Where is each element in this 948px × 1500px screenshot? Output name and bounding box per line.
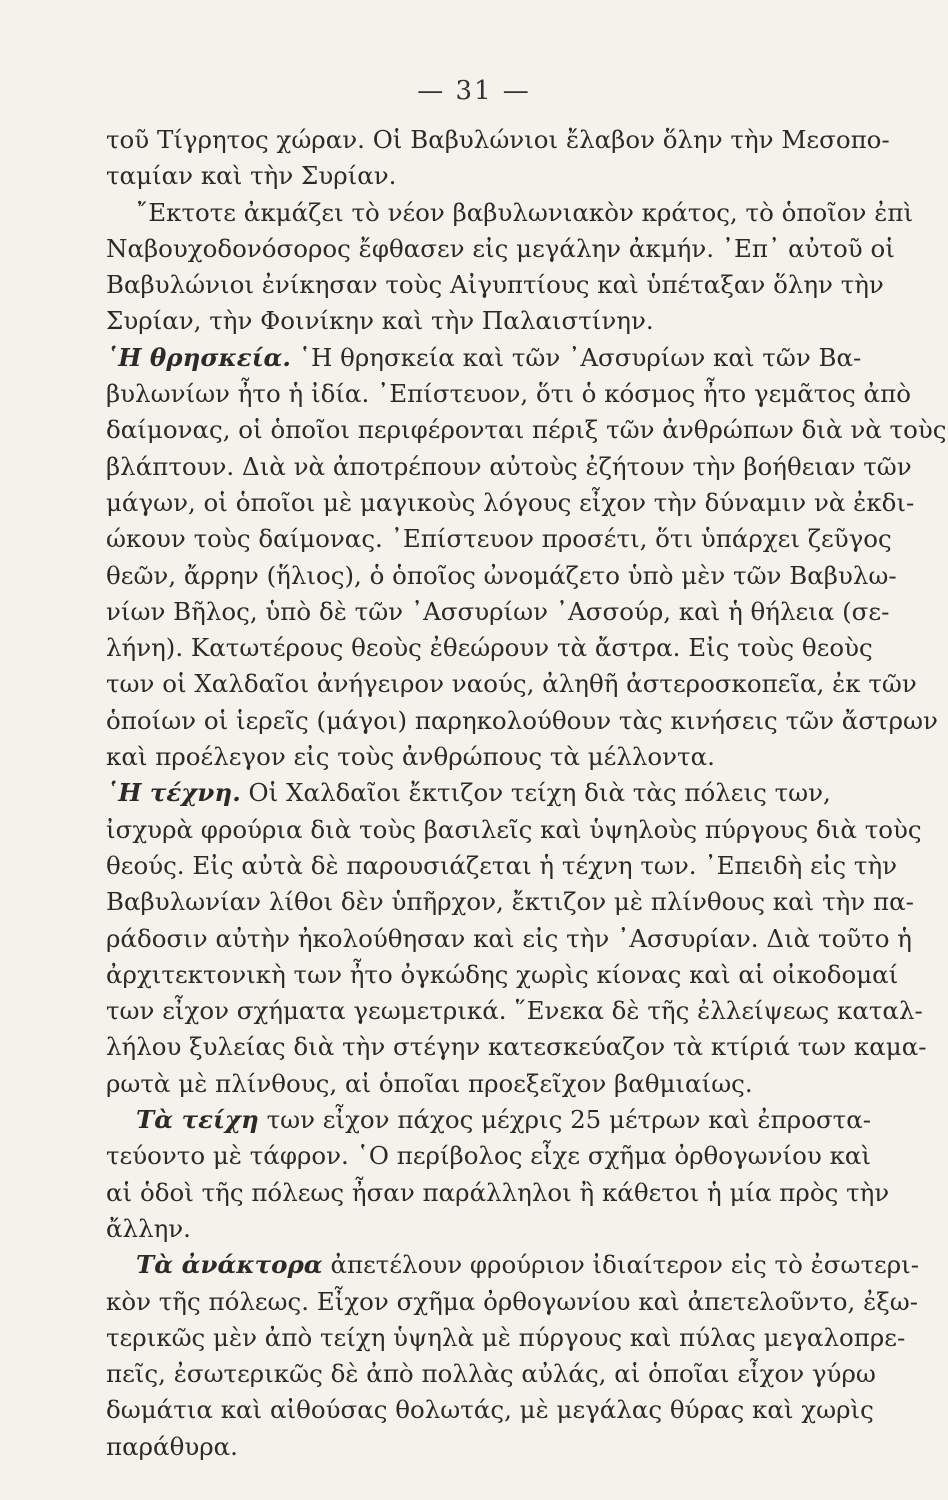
text-line: θεῶν, ἄρρην (ἥλιος), ὁ ὁποῖος ὠνομάζετο ὑπὸ μὲν τῶν Βαβυλω- (106, 560, 897, 590)
text-line: βλάπτουν. Διὰ νὰ ἀποτρέπουν αὐτοὺς ἐζήτουν τὴν βοήθειαν τῶν (106, 451, 912, 481)
text-line: βυλωνίων ἦτο ἡ ἰδία. ᾿Επίστευον, ὅτι ὁ κόσμος ἦτο γεμᾶτος ἀπὸ (106, 379, 911, 409)
text-line: αἱ ὁδοὶ τῆς πόλεως ἦσαν παράλληλοι ἢ κάθετοι ἡ μία πρὸς τὴν (106, 1177, 890, 1207)
text-line: των οἱ Χαλδαῖοι ἀνήγειρον ναούς, ἀληθῆ ἀστεροσκοπεῖα, ἐκ τῶν (106, 669, 917, 699)
text-line: ταμίαν καὶ τὴν Συρίαν. (106, 161, 397, 191)
text-line: ὁποίων οἱ ἱερεῖς (μάγοι) παρηκολούθουν τὰς κινήσεις τῶν ἄστρων (106, 705, 938, 735)
text-line: ἀρχιτεκτονικὴ των ἦτο ὀγκώδης χωρὶς κίονας καὶ αἱ οἰκοδομαί (106, 959, 899, 989)
text-line: νίων Βῆλος, ὑπὸ δὲ τῶν ᾿Ασσυρίων ᾿Ασσούρ, καὶ ἡ θήλεια (σε- (106, 596, 890, 626)
palaces-first-line (106, 1247, 920, 1283)
art-heading: ῾Η τέχνη. (106, 778, 241, 808)
text-line: Συρίαν, τὴν Φοινίκην καὶ τὴν Παλαιστίνην. (106, 306, 654, 336)
walls-heading: Τὰ τείχη (136, 1105, 259, 1135)
text-line: ράδοσιν αὐτὴν ἠκολούθησαν καὶ εἰς τὴν ᾿Ασσυρίαν. Διὰ τοῦτο ἡ (106, 923, 912, 953)
text-line: ρωτὰ μὲ πλίνθους, αἱ ὁποῖαι προεξεῖχον βαθμιαίως. (106, 1068, 753, 1098)
text-line: δαίμονας, οἱ ὁποῖοι περιφέρονται πέριξ τῶν ἀνθρώπων διὰ νὰ τοὺς (106, 415, 947, 445)
text-line: λήνη). Κατωτέρους θεοὺς ἐθεώρουν τὰ ἄστρα. Εἰς τοὺς θεοὺς (106, 633, 873, 663)
text-line: των εἶχον πάχος μέχρις 25 μέτρων καὶ ἐπροστα- (258, 1105, 872, 1135)
text-line: των εἶχον σχήματα γεωμετρικά. ῞Ενεκα δὲ τῆς ἐλλείψεως καταλ- (106, 996, 923, 1026)
text-line: μάγων, οἱ ὁποῖοι μὲ μαγικοὺς λόγους εἶχον τὴν δύναμιν νὰ ἐκδι- (106, 487, 915, 517)
body-text (106, 122, 947, 1465)
text-line: Ναβουχοδονόσορος ἔφθασεν εἰς μεγάλην ἀκμήν. ᾿Επ᾿ αὐτοῦ οἱ (106, 233, 895, 263)
text-line: θεούς. Εἰς αὐτὰ δὲ παρουσιάζεται ἡ τέχνη των. ᾿Επειδὴ εἰς τὴν (106, 850, 898, 880)
walls-first-line (106, 1102, 872, 1138)
text-line: ἰσχυρὰ φρούρια διὰ τοὺς βασιλεῖς καὶ ὑψηλοὺς πύργους διὰ τοὺς (106, 814, 922, 844)
text-line: λήλου ξυλείας διὰ τὴν στέγην κατεσκεύαζον τὰ κτίριά των καμα- (106, 1032, 927, 1062)
text-line: ώκουν τοὺς δαίμονας. ᾿Επίστευον προσέτι, ὅτι ὑπάρχει ζεῦγος (106, 524, 892, 554)
text-line: καὶ προέλεγον εἰς τοὺς ἀνθρώπους τὰ μέλλοντα. (106, 742, 715, 772)
text-line: τερικῶς μὲν ἀπὸ τείχη ὑψηλὰ μὲ πύργους καὶ πύλας μεγαλοπρε- (106, 1322, 906, 1352)
art-first-line (106, 775, 831, 811)
text-line: ἄλλην. (106, 1213, 191, 1243)
text-line: Βαβυλώνιοι ἐνίκησαν τοὺς Αἰγυπτίους καὶ ὑπέταξαν ὅλην τὴν (106, 270, 884, 300)
text-line: ῎Εκτοτε ἀκμάζει τὸ νέον βαβυλωνιακὸν κράτος, τὸ ὁποῖον ἐπὶ (136, 197, 914, 227)
text-line: ῾Η θρησκεία καὶ τῶν ᾿Ασσυρίων καὶ τῶν Βα- (290, 342, 862, 372)
religion-heading: ῾Η θρησκεία. (106, 342, 291, 372)
text-line: τεύοντο μὲ τάφρον. ῾Ο περίβολος εἶχε σχῆμα ὀρθογωνίου καὶ (106, 1141, 872, 1171)
text-line: δωμάτια καὶ αἰθούσας θολωτάς, μὲ μεγάλας θύρας καὶ χωρὶς (106, 1395, 874, 1425)
text-line: τοῦ Τίγρητος χώραν. Οἱ Βαβυλώνιοι ἔλαβον ὅλην τὴν Μεσοπο- (106, 125, 890, 154)
text-line: Βαβυλωνίαν λίθοι δὲν ὑπῆρχον, ἔκτιζον μὲ πλίνθους καὶ τὴν πα- (106, 887, 914, 917)
text-line: Οἱ Χαλδαῖοι ἔκτιζον τείχη διὰ τὰς πόλεις των, (240, 778, 831, 808)
page-number: — 31 — (417, 76, 531, 106)
text-line: πεῖς, ἐσωτερικῶς δὲ ἀπὸ πολλὰς αὐλάς, αἱ ὁποῖαι εἶχον γύρω (106, 1359, 876, 1389)
religion-first-line (106, 340, 862, 376)
palaces-heading: Τὰ ἀνάκτορα (136, 1250, 323, 1280)
text-line: ἀπετέλουν φρούριον ἰδιαίτερον εἰς τὸ ἐσωτερι- (322, 1250, 920, 1280)
text-line: παράθυρα. (106, 1431, 238, 1461)
text-line: κὸν τῆς πόλεως. Εἶχον σχῆμα ὀρθογωνίου καὶ ἀπετελοῦντο, ἐξω- (106, 1286, 918, 1316)
